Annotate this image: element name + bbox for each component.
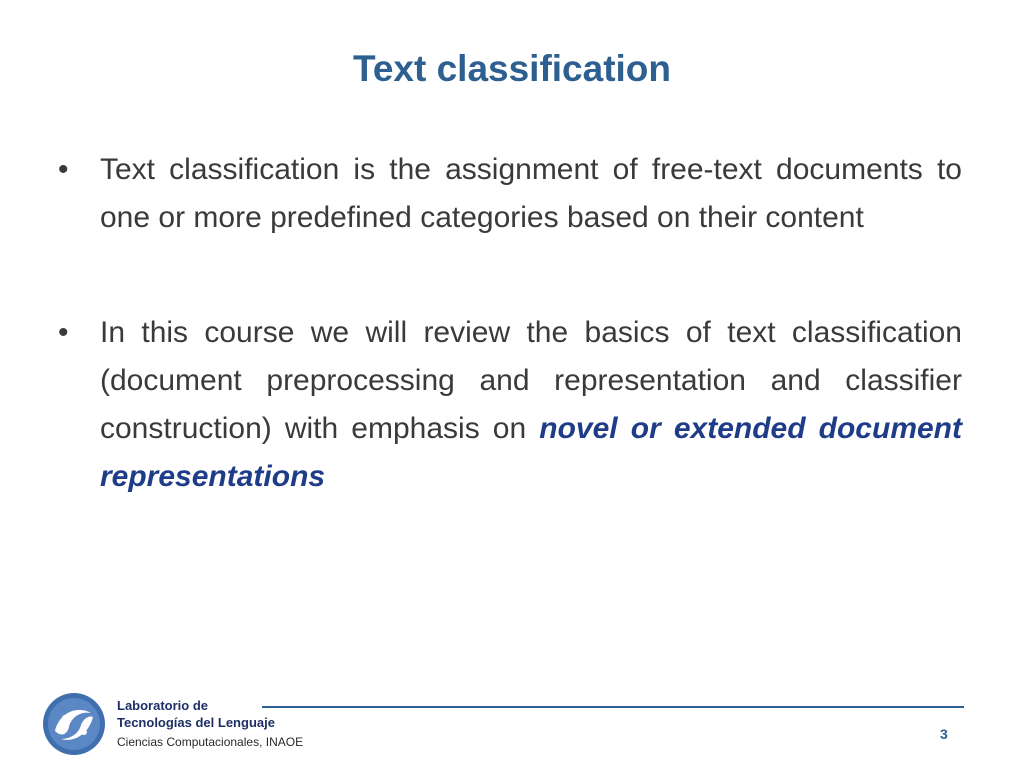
slide-title: Text classification [352,48,672,89]
bullet-glyph: • [58,316,69,349]
page-number: 3 [940,726,948,742]
bullet-glyph: • [58,153,69,186]
bullet-text: Text classification is the assignment of free-text documents to one or more predefined categories based on their content [100,153,962,234]
lab-name-line1: Laboratorio de [117,698,209,713]
bullet-list [58,146,962,501]
lab-name-line2: Tecnologías del Lenguaje [117,715,275,730]
footer-divider [262,706,964,708]
emphasized-text: novel or extended document representations [100,412,962,493]
bullet-text: In this course we will review the basics of text classification (document preprocessing and representation and classifier construction) with emphasis on [100,316,962,445]
bullet-item-1 [58,146,962,242]
institution-name: Ciencias Computacionales, INAOE [117,735,304,749]
lab-logo-icon [41,691,107,757]
bullet-item-2 [58,309,962,501]
bullet-text-container [100,309,962,501]
